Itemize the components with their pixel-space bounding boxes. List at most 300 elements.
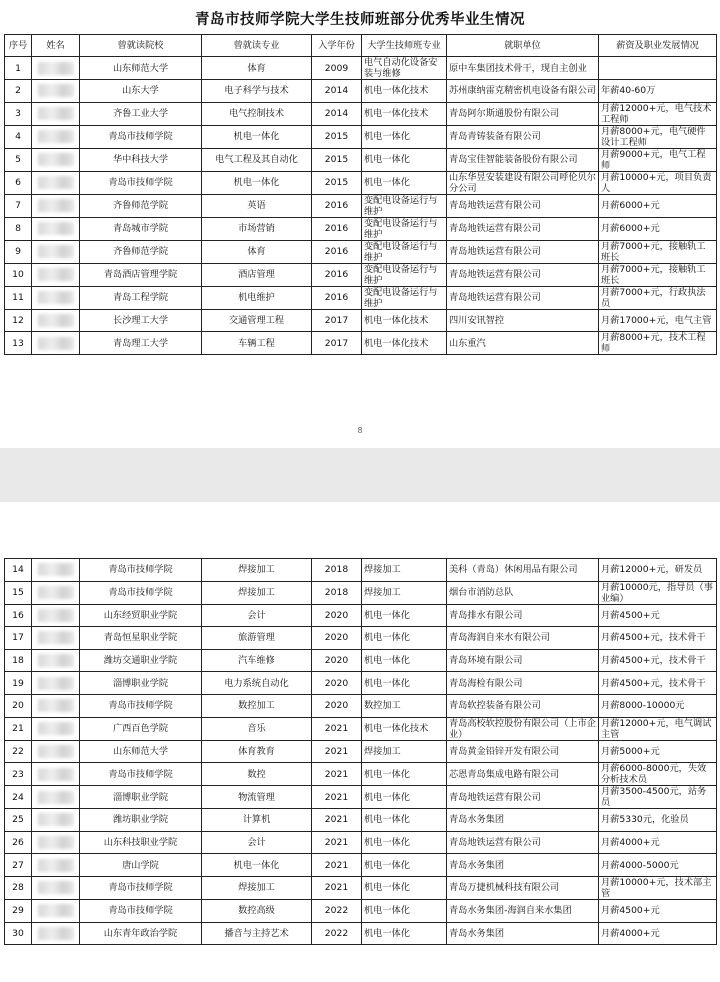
redacted-name-blur	[38, 337, 74, 350]
cell-school: 山东大学	[80, 80, 202, 103]
document-page-2	[0, 502, 720, 982]
graduates-table-page-2	[4, 558, 717, 945]
cell-no: 30	[5, 922, 32, 945]
page-gap	[0, 448, 720, 502]
cell-class-major: 焊接加工	[362, 559, 447, 582]
cell-major: 会计	[202, 604, 312, 627]
cell-year: 2015	[312, 148, 362, 171]
cell-school: 山东青年政治学院	[80, 922, 202, 945]
redacted-name-blur	[38, 881, 74, 894]
table-row	[5, 854, 717, 877]
cell-salary	[599, 57, 717, 80]
cell-name-redacted	[32, 854, 80, 877]
cell-salary: 月薪10000+元，技术部主管	[599, 876, 717, 899]
document-title: 青岛市技师学院大学生技师班部分优秀毕业生情况	[195, 12, 525, 28]
cell-employer: 青岛地铁运营有限公司	[447, 194, 599, 217]
cell-class-major: 变配电设备运行与维护	[362, 263, 447, 286]
cell-class-major: 焊接加工	[362, 740, 447, 763]
cell-name-redacted	[32, 809, 80, 832]
redacted-name-blur	[38, 722, 74, 735]
table-row	[5, 740, 717, 763]
redacted-name-blur	[38, 62, 74, 75]
redacted-name-blur	[38, 199, 74, 212]
cell-school: 潍坊职业学院	[80, 809, 202, 832]
cell-no: 15	[5, 581, 32, 604]
cell-name-redacted	[32, 876, 80, 899]
redacted-name-blur	[38, 268, 74, 281]
cell-school: 齐鲁工业大学	[80, 102, 202, 125]
cell-name-redacted	[32, 559, 80, 582]
table-row	[5, 604, 717, 627]
cell-major: 市场营销	[202, 217, 312, 240]
cell-salary: 月薪5000+元	[599, 740, 717, 763]
redacted-name-blur	[38, 859, 74, 872]
cell-major: 机电一体化	[202, 854, 312, 877]
cell-no: 20	[5, 694, 32, 717]
redacted-name-blur	[38, 586, 74, 599]
cell-class-major: 数控加工	[362, 694, 447, 717]
redacted-name-blur	[38, 791, 74, 804]
cell-school: 山东师范大学	[80, 740, 202, 763]
table-row	[5, 125, 717, 148]
cell-school: 华中科技大学	[80, 148, 202, 171]
cell-name-redacted	[32, 194, 80, 217]
cell-class-major: 机电一体化	[362, 876, 447, 899]
cell-class-major: 机电一体化	[362, 148, 447, 171]
cell-school: 淄博职业学院	[80, 786, 202, 809]
redacted-name-blur	[38, 176, 74, 189]
cell-employer: 青岛地铁运营有限公司	[447, 263, 599, 286]
cell-salary: 月薪12000+元，电气调试主管	[599, 717, 717, 740]
cell-major: 机电一体化	[202, 125, 312, 148]
cell-school: 青岛市技师学院	[80, 171, 202, 194]
cell-year: 2015	[312, 171, 362, 194]
cell-major: 机电一体化	[202, 171, 312, 194]
cell-year: 2016	[312, 240, 362, 263]
table-row	[5, 831, 717, 854]
header-employer: 就职单位	[447, 35, 599, 57]
cell-class-major: 机电一体化	[362, 649, 447, 672]
cell-no: 8	[5, 217, 32, 240]
cell-employer: 青岛海润自来水有限公司	[447, 627, 599, 650]
cell-school: 齐鲁师范学院	[80, 194, 202, 217]
cell-no: 6	[5, 171, 32, 194]
cell-class-major: 机电一体化	[362, 809, 447, 832]
redacted-name-blur	[38, 314, 74, 327]
cell-employer: 苏州康纳雷克精密机电设备有限公司	[447, 80, 599, 103]
cell-year: 2021	[312, 740, 362, 763]
cell-no: 12	[5, 309, 32, 332]
redacted-name-blur	[38, 222, 74, 235]
cell-no: 21	[5, 717, 32, 740]
cell-salary: 月薪4500+元，技术骨干	[599, 627, 717, 650]
cell-school: 淄博职业学院	[80, 672, 202, 695]
cell-employer: 青岛软控装备有限公司	[447, 694, 599, 717]
table-row	[5, 649, 717, 672]
cell-class-major: 机电一体化技术	[362, 717, 447, 740]
cell-no: 27	[5, 854, 32, 877]
cell-salary: 月薪4000+元	[599, 831, 717, 854]
cell-major: 数控加工	[202, 694, 312, 717]
cell-major: 电力系统自动化	[202, 672, 312, 695]
cell-employer: 原中车集团技术骨干，现自主创业	[447, 57, 599, 80]
cell-class-major: 机电一体化	[362, 125, 447, 148]
page-number: 8	[357, 426, 363, 435]
table-row	[5, 922, 717, 945]
cell-major: 交通管理工程	[202, 309, 312, 332]
cell-name-redacted	[32, 217, 80, 240]
cell-no: 25	[5, 809, 32, 832]
cell-salary: 月薪7000+元，接触轨工班长	[599, 263, 717, 286]
cell-no: 11	[5, 286, 32, 309]
cell-name-redacted	[32, 899, 80, 922]
cell-no: 28	[5, 876, 32, 899]
cell-school: 青岛市技师学院	[80, 763, 202, 786]
cell-year: 2020	[312, 604, 362, 627]
cell-salary: 月薪12000+元，研发员	[599, 559, 717, 582]
cell-no: 29	[5, 899, 32, 922]
cell-school: 青岛恒星职业学院	[80, 627, 202, 650]
cell-no: 23	[5, 763, 32, 786]
cell-name-redacted	[32, 922, 80, 945]
cell-salary: 月薪8000+元，电气硬件设计工程师	[599, 125, 717, 148]
cell-name-redacted	[32, 763, 80, 786]
table-row	[5, 332, 717, 355]
table-row	[5, 717, 717, 740]
cell-school: 青岛市技师学院	[80, 694, 202, 717]
cell-year: 2020	[312, 694, 362, 717]
cell-no: 7	[5, 194, 32, 217]
cell-name-redacted	[32, 717, 80, 740]
redacted-name-blur	[38, 813, 74, 826]
cell-employer: 青岛排水有限公司	[447, 604, 599, 627]
table-row	[5, 57, 717, 80]
cell-salary: 年薪40-60万	[599, 80, 717, 103]
cell-year: 2020	[312, 649, 362, 672]
cell-school: 唐山学院	[80, 854, 202, 877]
cell-salary: 月薪9000+元，电气工程师	[599, 148, 717, 171]
cell-no: 24	[5, 786, 32, 809]
cell-no: 14	[5, 559, 32, 582]
cell-class-major: 电气自动化设备安装与维修	[362, 57, 447, 80]
table-row	[5, 899, 717, 922]
cell-year: 2021	[312, 876, 362, 899]
cell-name-redacted	[32, 57, 80, 80]
cell-class-major: 变配电设备运行与维护	[362, 240, 447, 263]
cell-name-redacted	[32, 263, 80, 286]
cell-major: 焊接加工	[202, 559, 312, 582]
cell-name-redacted	[32, 125, 80, 148]
cell-salary: 月薪4500+元	[599, 899, 717, 922]
cell-name-redacted	[32, 627, 80, 650]
redacted-name-blur	[38, 768, 74, 781]
cell-year: 2021	[312, 763, 362, 786]
header-year: 入学年份	[312, 35, 362, 57]
cell-year: 2022	[312, 922, 362, 945]
cell-year: 2021	[312, 854, 362, 877]
cell-year: 2015	[312, 125, 362, 148]
cell-school: 山东经贸职业学院	[80, 604, 202, 627]
cell-salary: 月薪4500+元，技术骨干	[599, 649, 717, 672]
cell-school: 青岛市技师学院	[80, 581, 202, 604]
cell-name-redacted	[32, 672, 80, 695]
cell-employer: 青岛阿尔斯通股份有限公司	[447, 102, 599, 125]
table-row	[5, 286, 717, 309]
cell-salary: 月薪6000+元	[599, 194, 717, 217]
cell-major: 数控高级	[202, 899, 312, 922]
redacted-name-blur	[38, 153, 74, 166]
cell-school: 山东科技职业学院	[80, 831, 202, 854]
cell-salary: 月薪12000+元，电气技术工程师	[599, 102, 717, 125]
cell-class-major: 机电一体化	[362, 786, 447, 809]
cell-major: 酒店管理	[202, 263, 312, 286]
document-page-1	[0, 0, 720, 448]
cell-salary: 月薪7000+元，接触轨工班长	[599, 240, 717, 263]
cell-school: 青岛城市学院	[80, 217, 202, 240]
table-row	[5, 309, 717, 332]
cell-salary: 月薪17000+元，电气主管	[599, 309, 717, 332]
cell-year: 2009	[312, 57, 362, 80]
cell-name-redacted	[32, 80, 80, 103]
cell-school: 广西百色学院	[80, 717, 202, 740]
redacted-name-blur	[38, 245, 74, 258]
cell-major: 焊接加工	[202, 581, 312, 604]
cell-major: 旅游管理	[202, 627, 312, 650]
cell-name-redacted	[32, 102, 80, 125]
cell-year: 2017	[312, 309, 362, 332]
cell-employer: 四川安讯智控	[447, 309, 599, 332]
table-row	[5, 80, 717, 103]
cell-employer: 青岛高校软控股份有限公司（上市企业）	[447, 717, 599, 740]
cell-salary: 月薪3500-4500元，站务员	[599, 786, 717, 809]
cell-no: 9	[5, 240, 32, 263]
table-row	[5, 763, 717, 786]
cell-class-major: 机电一体化	[362, 763, 447, 786]
cell-salary: 月薪4500+元，技术骨干	[599, 672, 717, 695]
cell-employer: 山东华昱安装建设有限公司呼伦贝尔分公司	[447, 171, 599, 194]
cell-school: 山东师范大学	[80, 57, 202, 80]
cell-major: 英语	[202, 194, 312, 217]
redacted-name-blur	[38, 699, 74, 712]
cell-name-redacted	[32, 740, 80, 763]
cell-class-major: 机电一体化技术	[362, 102, 447, 125]
table-row	[5, 194, 717, 217]
cell-employer: 青岛水务集团	[447, 854, 599, 877]
cell-class-major: 焊接加工	[362, 581, 447, 604]
cell-school: 齐鲁师范学院	[80, 240, 202, 263]
cell-class-major: 机电一体化	[362, 922, 447, 945]
cell-name-redacted	[32, 309, 80, 332]
cell-class-major: 机电一体化	[362, 627, 447, 650]
cell-no: 3	[5, 102, 32, 125]
cell-year: 2016	[312, 286, 362, 309]
cell-year: 2021	[312, 809, 362, 832]
cell-year: 2020	[312, 627, 362, 650]
cell-no: 19	[5, 672, 32, 695]
cell-major: 计算机	[202, 809, 312, 832]
cell-school: 青岛市技师学院	[80, 899, 202, 922]
cell-salary: 月薪10000+元，项目负责人	[599, 171, 717, 194]
table-row	[5, 102, 717, 125]
cell-major: 汽车维修	[202, 649, 312, 672]
cell-employer: 青岛海检有限公司	[447, 672, 599, 695]
cell-name-redacted	[32, 649, 80, 672]
table-row	[5, 672, 717, 695]
cell-employer: 青岛环境有限公司	[447, 649, 599, 672]
redacted-name-blur	[38, 291, 74, 304]
cell-employer: 青岛青铸装备有限公司	[447, 125, 599, 148]
cell-name-redacted	[32, 171, 80, 194]
cell-class-major: 机电一体化	[362, 672, 447, 695]
header-salary: 薪资及职业发展情况	[599, 35, 717, 57]
cell-employer: 青岛万捷机械科技有限公司	[447, 876, 599, 899]
cell-no: 1	[5, 57, 32, 80]
header-no: 序号	[5, 35, 32, 57]
header-name: 姓名	[32, 35, 80, 57]
cell-major: 车辆工程	[202, 332, 312, 355]
cell-no: 26	[5, 831, 32, 854]
redacted-name-blur	[38, 84, 74, 97]
table-row	[5, 627, 717, 650]
table-row	[5, 171, 717, 194]
cell-class-major: 机电一体化	[362, 604, 447, 627]
cell-name-redacted	[32, 332, 80, 355]
table-row	[5, 263, 717, 286]
cell-school: 青岛酒店管理学院	[80, 263, 202, 286]
cell-year: 2017	[312, 332, 362, 355]
table-row	[5, 240, 717, 263]
cell-no: 4	[5, 125, 32, 148]
cell-salary: 月薪5330元，化验员	[599, 809, 717, 832]
cell-class-major: 变配电设备运行与维护	[362, 286, 447, 309]
cell-year: 2014	[312, 102, 362, 125]
cell-year: 2016	[312, 263, 362, 286]
cell-salary: 月薪10000元，指导员（事业编）	[599, 581, 717, 604]
cell-employer: 青岛水务集团	[447, 809, 599, 832]
cell-employer: 芯恩青岛集成电路有限公司	[447, 763, 599, 786]
cell-no: 16	[5, 604, 32, 627]
cell-year: 2016	[312, 217, 362, 240]
table-header-row	[5, 35, 717, 57]
cell-name-redacted	[32, 786, 80, 809]
cell-year: 2021	[312, 831, 362, 854]
cell-class-major: 机电一体化	[362, 831, 447, 854]
table-row	[5, 217, 717, 240]
cell-name-redacted	[32, 694, 80, 717]
cell-major: 电子科学与技术	[202, 80, 312, 103]
cell-salary: 月薪4000+元	[599, 922, 717, 945]
cell-major: 播音与主持艺术	[202, 922, 312, 945]
cell-school: 青岛理工大学	[80, 332, 202, 355]
cell-year: 2018	[312, 581, 362, 604]
cell-class-major: 机电一体化技术	[362, 80, 447, 103]
cell-year: 2021	[312, 786, 362, 809]
header-class-major: 大学生技师班专业	[362, 35, 447, 57]
header-school: 曾就读院校	[80, 35, 202, 57]
cell-major: 音乐	[202, 717, 312, 740]
cell-no: 22	[5, 740, 32, 763]
cell-salary: 月薪4500+元	[599, 604, 717, 627]
cell-no: 10	[5, 263, 32, 286]
table-row	[5, 786, 717, 809]
cell-employer: 青岛宝佳智能装备股份有限公司	[447, 148, 599, 171]
cell-no: 5	[5, 148, 32, 171]
cell-class-major: 机电一体化	[362, 854, 447, 877]
header-major: 曾就读专业	[202, 35, 312, 57]
cell-class-major: 机电一体化	[362, 171, 447, 194]
cell-class-major: 变配电设备运行与维护	[362, 194, 447, 217]
cell-class-major: 机电一体化技术	[362, 309, 447, 332]
cell-class-major: 变配电设备运行与维护	[362, 217, 447, 240]
cell-employer: 美科（青岛）休闲用品有限公司	[447, 559, 599, 582]
cell-employer: 青岛地铁运营有限公司	[447, 217, 599, 240]
cell-employer: 青岛水务集团-海润自来水集团	[447, 899, 599, 922]
cell-class-major: 机电一体化技术	[362, 332, 447, 355]
cell-major: 电气工程及其自动化	[202, 148, 312, 171]
redacted-name-blur	[38, 130, 74, 143]
cell-major: 数控	[202, 763, 312, 786]
cell-major: 会计	[202, 831, 312, 854]
cell-year: 2021	[312, 717, 362, 740]
cell-name-redacted	[32, 286, 80, 309]
cell-class-major: 机电一体化	[362, 899, 447, 922]
cell-school: 潍坊交通职业学院	[80, 649, 202, 672]
cell-year: 2020	[312, 672, 362, 695]
cell-major: 体育	[202, 240, 312, 263]
cell-name-redacted	[32, 581, 80, 604]
cell-major: 机电维护	[202, 286, 312, 309]
redacted-name-blur	[38, 654, 74, 667]
cell-name-redacted	[32, 148, 80, 171]
cell-major: 体育	[202, 57, 312, 80]
cell-salary: 月薪7000+元，行政执法员	[599, 286, 717, 309]
cell-employer: 烟台市消防总队	[447, 581, 599, 604]
cell-no: 18	[5, 649, 32, 672]
cell-employer: 青岛地铁运营有限公司	[447, 831, 599, 854]
cell-employer: 青岛黄金铅锌开发有限公司	[447, 740, 599, 763]
cell-year: 2022	[312, 899, 362, 922]
redacted-name-blur	[38, 745, 74, 758]
cell-no: 2	[5, 80, 32, 103]
cell-school: 青岛市技师学院	[80, 559, 202, 582]
cell-salary: 月薪6000-8000元，失效分析技术员	[599, 763, 717, 786]
table-row	[5, 809, 717, 832]
table-row	[5, 559, 717, 582]
cell-employer: 青岛地铁运营有限公司	[447, 240, 599, 263]
cell-employer: 青岛水务集团	[447, 922, 599, 945]
cell-year: 2018	[312, 559, 362, 582]
table-row	[5, 876, 717, 899]
cell-year: 2014	[312, 80, 362, 103]
cell-no: 13	[5, 332, 32, 355]
cell-no: 17	[5, 627, 32, 650]
table-row	[5, 694, 717, 717]
redacted-name-blur	[38, 563, 74, 576]
graduates-table-page-1	[4, 34, 717, 355]
redacted-name-blur	[38, 609, 74, 622]
cell-major: 体育教育	[202, 740, 312, 763]
cell-major: 电气控制技术	[202, 102, 312, 125]
table-row	[5, 148, 717, 171]
table-row	[5, 581, 717, 604]
redacted-name-blur	[38, 904, 74, 917]
cell-name-redacted	[32, 604, 80, 627]
cell-name-redacted	[32, 240, 80, 263]
redacted-name-blur	[38, 677, 74, 690]
redacted-name-blur	[38, 107, 74, 120]
cell-salary: 月薪8000-10000元	[599, 694, 717, 717]
cell-employer: 青岛地铁运营有限公司	[447, 286, 599, 309]
